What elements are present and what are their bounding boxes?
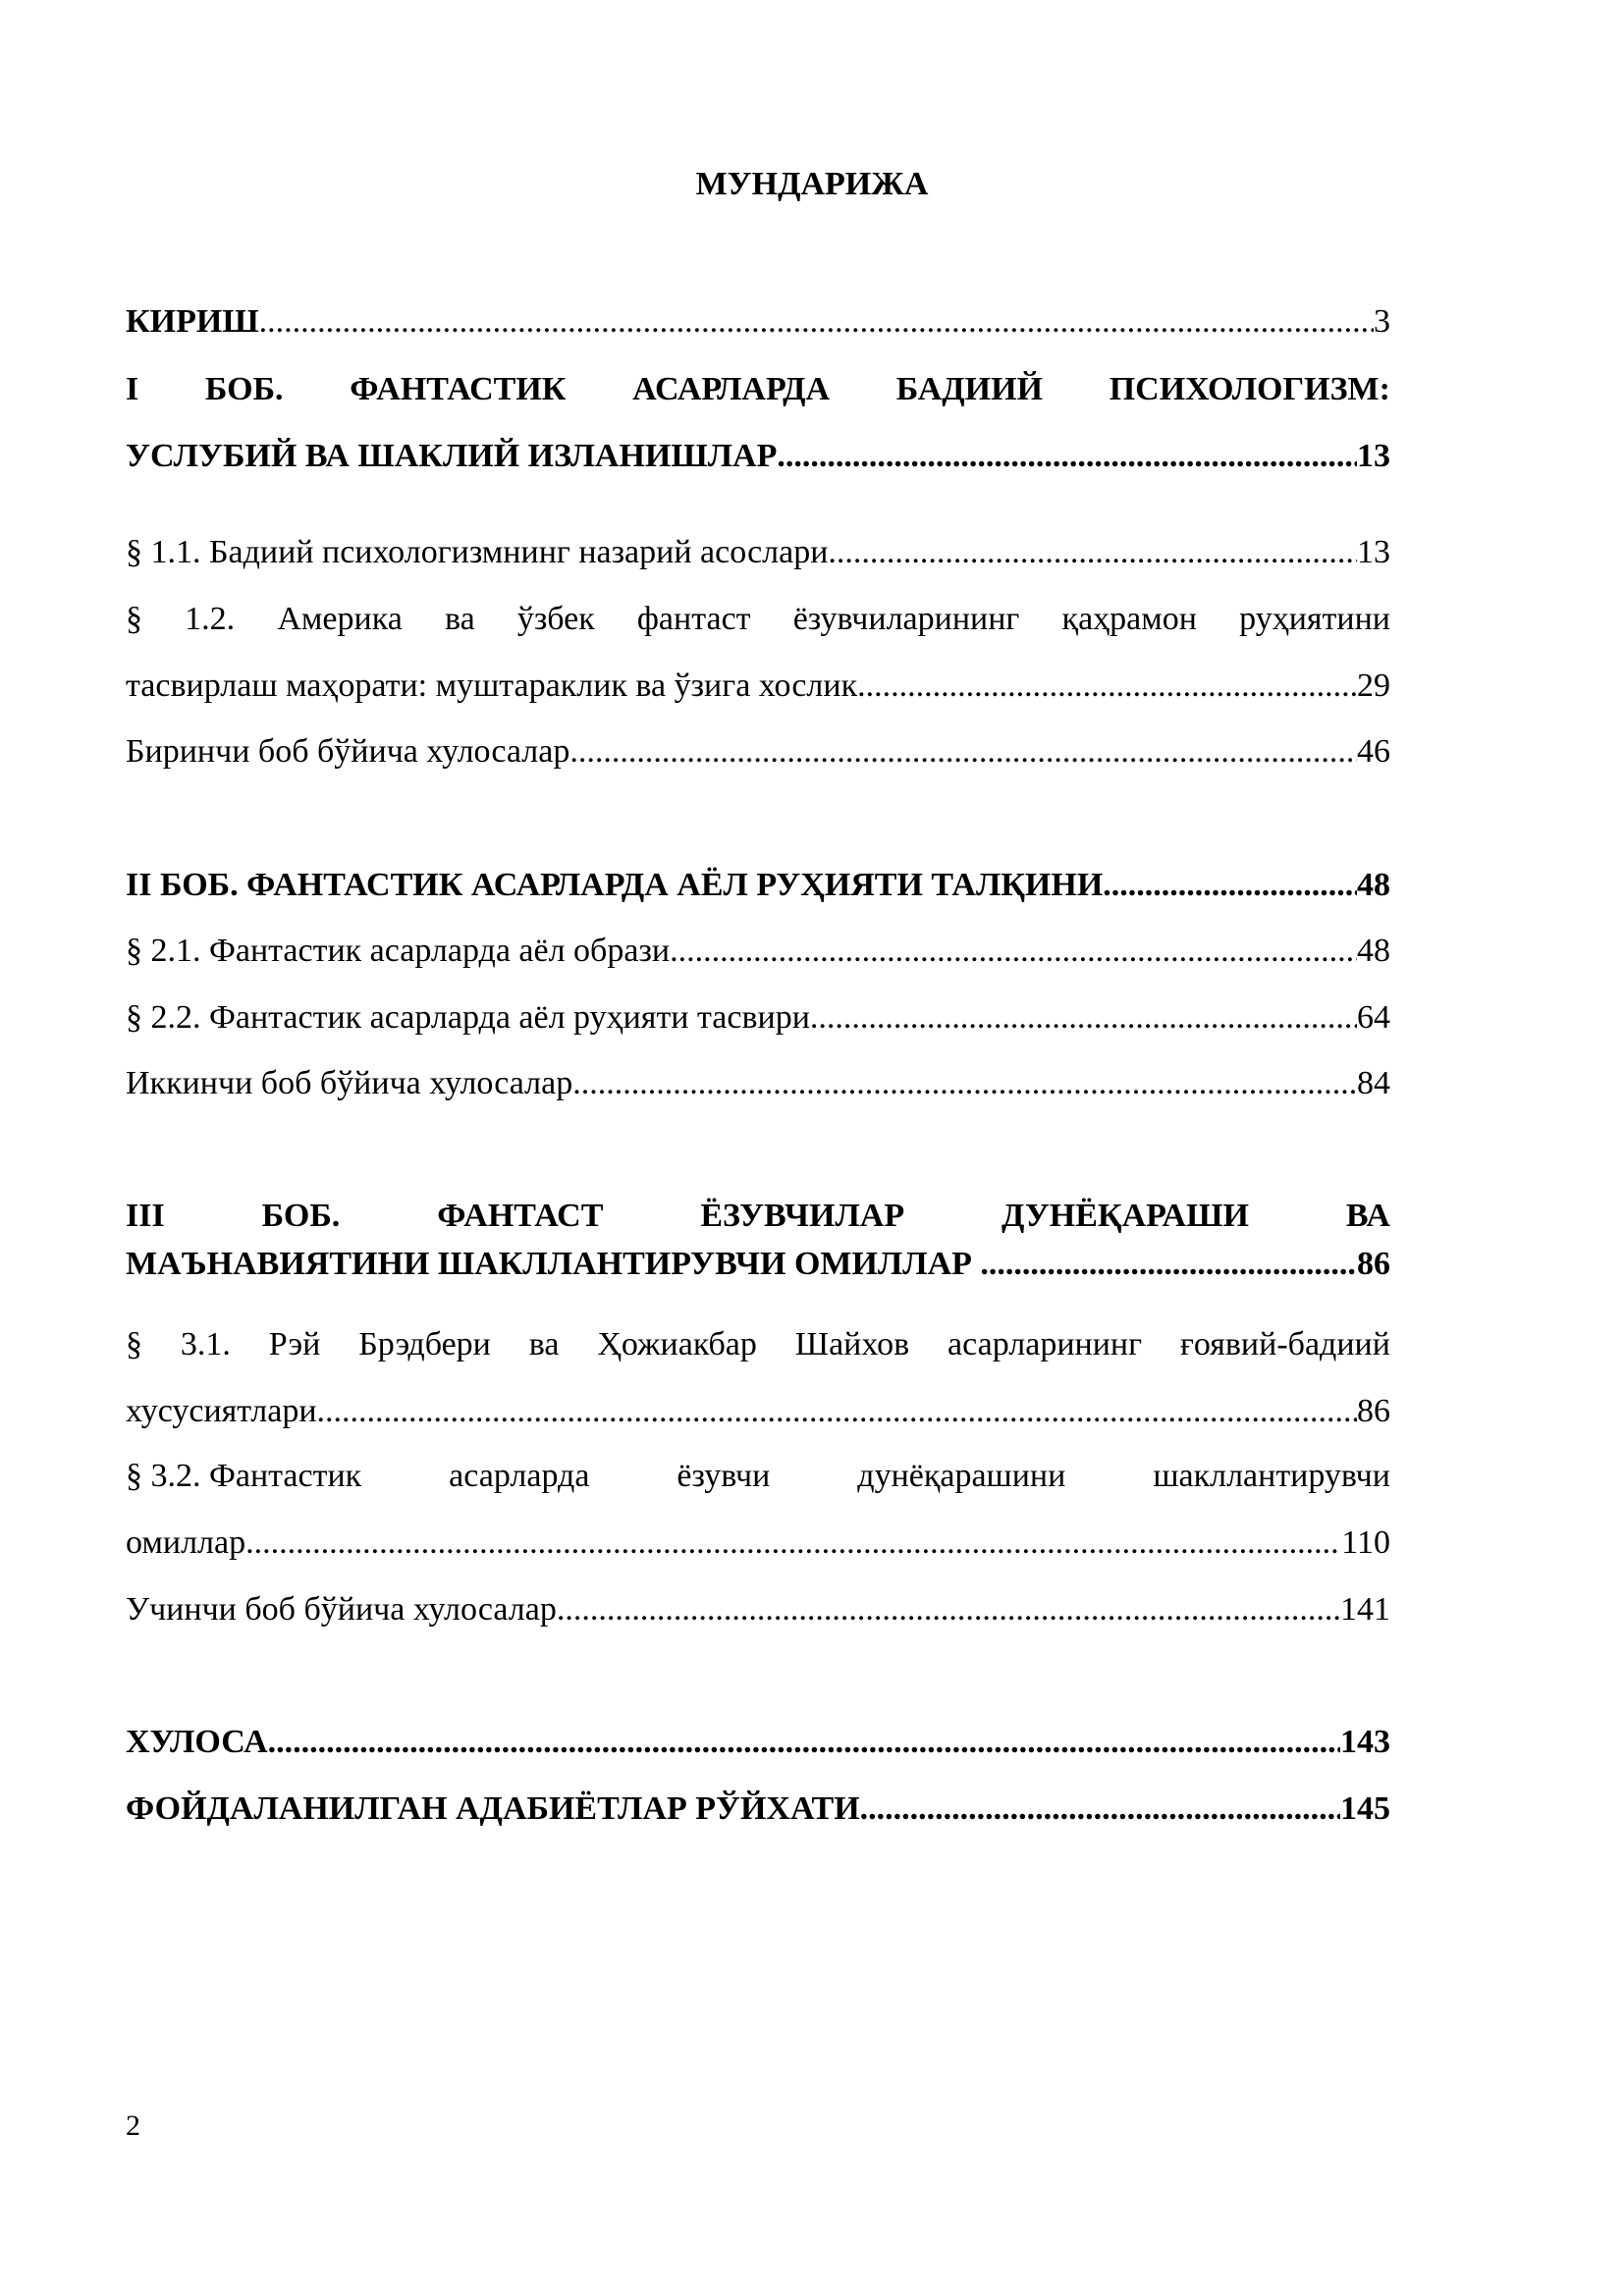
page-footer-number: 2 [126, 2109, 140, 2142]
dot-leader [245, 1523, 1341, 1563]
dot-leader [572, 1064, 1357, 1103]
dot-leader [980, 1245, 1357, 1284]
toc-page-number: 84 [1357, 1065, 1390, 1101]
toc-entry-label: Иккинчи боб бўйича хулосалар [126, 1065, 573, 1101]
toc-entry-label: Учинчи боб бўйича хулосалар [126, 1591, 557, 1628]
toc-entry-chapter-3[interactable] [126, 1197, 1390, 1285]
toc-entry-label: КИРИШ [126, 303, 259, 340]
toc-entry-title-line [126, 600, 1390, 639]
toc-entry-section-1-1[interactable] [126, 533, 1390, 572]
toc-entry-chapter-1[interactable] [126, 370, 1390, 478]
word: § [126, 601, 142, 637]
dot-leader [259, 302, 1374, 342]
word: ўзбек [516, 601, 595, 637]
toc-page-number: 86 [1357, 1246, 1390, 1282]
toc-entry-section-3-1[interactable] [126, 1325, 1390, 1433]
toc-page-number: 3 [1374, 303, 1390, 340]
word: ЁЗУВЧИЛАР [700, 1198, 905, 1234]
toc-entry-chapter-1-conclusions[interactable] [126, 732, 1390, 772]
word: АСАРЛАРДА [632, 371, 831, 407]
toc-entry-section-1-2[interactable] [126, 600, 1390, 708]
toc-entry-intro[interactable] [126, 302, 1390, 342]
dot-leader [1103, 866, 1357, 905]
toc-entry-title-line [126, 1457, 1390, 1496]
word: Америка [277, 601, 403, 637]
word: ва [528, 1326, 560, 1362]
word: асарларининг [947, 1326, 1143, 1362]
dot-leader [268, 1723, 1340, 1762]
dot-leader [828, 533, 1357, 572]
toc-entry-title-line [126, 1325, 1390, 1364]
word: § 3.2. Фантастик [126, 1458, 362, 1494]
word: ФАНТАСТИК [350, 371, 567, 407]
toc-entry-chapter-2-conclusions[interactable] [126, 1064, 1390, 1103]
dot-leader [557, 1590, 1340, 1629]
toc-entry-section-2-2[interactable] [126, 998, 1390, 1038]
word: 1.2. [185, 601, 236, 637]
word: ВА [1345, 1198, 1390, 1234]
toc-page-number: 46 [1357, 733, 1390, 770]
toc-entry-section-2-1[interactable] [126, 932, 1390, 971]
toc-page-number: 13 [1357, 534, 1390, 570]
toc-entry-label: ХУЛОСА [126, 1724, 268, 1760]
word: Ҳожиакбар [597, 1326, 757, 1362]
toc-page-number: 48 [1357, 933, 1390, 969]
dot-leader [857, 667, 1357, 706]
word: ДУНЁҚАРАШИ [1001, 1198, 1249, 1234]
word: Брэдбери [358, 1326, 491, 1362]
word: асарларда [449, 1458, 590, 1494]
dot-leader [810, 998, 1357, 1038]
toc-entry-label: хусусиятлари [126, 1393, 317, 1429]
word: ғоявий-бадиий [1179, 1326, 1390, 1362]
word: § [126, 1326, 142, 1362]
word: Рэй [268, 1326, 321, 1362]
toc-page-number: 13 [1357, 438, 1390, 474]
word: ёзувчи [677, 1458, 771, 1494]
toc-entry-label: II БОБ. ФАНТАСТИК АСАРЛАРДА АЁЛ РУҲИЯТИ ТАЛҚИНИ [126, 867, 1104, 903]
toc-page-number: 48 [1357, 867, 1390, 903]
toc-entry-label: Биринчи боб бўйича хулосалар [126, 733, 570, 770]
dot-leader [860, 1789, 1340, 1829]
toc-page-number: 143 [1340, 1724, 1390, 1760]
toc-entry-label: § 2.2. Фантастик асарларда аёл руҳияти тасвири [126, 999, 810, 1036]
word: ПСИХОЛОГИЗМ: [1109, 371, 1390, 407]
word: 3.1. [180, 1326, 231, 1362]
dot-leader [569, 732, 1357, 772]
toc-page-number: 145 [1340, 1790, 1390, 1827]
toc-entry-references[interactable] [126, 1789, 1390, 1829]
toc-entry-label: § 1.1. Бадиий психологизмнинг назарий асослари [126, 534, 829, 570]
toc-entry-title-line [126, 370, 1390, 409]
word: III [126, 1198, 165, 1234]
word: шакллантирувчи [1153, 1458, 1390, 1494]
word: ва [444, 601, 475, 637]
toc-page-number: 29 [1357, 667, 1390, 704]
toc-entry-chapter-3-conclusions[interactable] [126, 1590, 1390, 1629]
dot-leader [317, 1392, 1357, 1431]
toc-entry-label: тасвирлаш маҳорати: муштараклик ва ўзига хослик [126, 667, 858, 704]
toc-entry-section-3-2[interactable] [126, 1457, 1390, 1565]
dot-leader [777, 437, 1357, 476]
dot-leader [670, 932, 1357, 971]
toc-page-number: 86 [1357, 1393, 1390, 1429]
word: БОБ. [261, 1198, 341, 1234]
word: ёзувчиларининг [792, 601, 1020, 637]
toc-entry-label: ФОЙДАЛАНИЛГАН АДАБИЁТЛАР РЎЙХАТИ [126, 1790, 860, 1827]
word: дунёқарашини [857, 1458, 1066, 1494]
toc-entry-label: УСЛУБИЙ ВА ШАКЛИЙ ИЗЛАНИШЛАР [126, 438, 778, 474]
toc-entry-chapter-2[interactable] [126, 866, 1390, 905]
toc-entry-label: § 2.1. Фантастик асарларда аёл образи [126, 933, 671, 969]
toc-page-number: 141 [1340, 1591, 1390, 1628]
toc-entry-title-line [126, 1197, 1390, 1236]
toc-page-number: 110 [1341, 1524, 1390, 1561]
toc-entry-label: МАЪНАВИЯТИНИ ШАКЛЛАНТИРУВЧИ ОМИЛЛАР [126, 1246, 981, 1282]
word: БОБ. [204, 371, 284, 407]
word: руҳиятини [1239, 601, 1390, 637]
word: БАДИИЙ [895, 371, 1044, 407]
word: қаҳрамон [1061, 601, 1197, 637]
word: I [126, 371, 139, 407]
page-title: МУНДАРИЖА [695, 166, 929, 202]
word: фантаст [636, 601, 751, 637]
word: Шайхов [794, 1326, 910, 1362]
toc-page-number: 64 [1357, 999, 1390, 1036]
toc-entry-conclusion[interactable] [126, 1723, 1390, 1762]
toc-entry-label: омиллар [126, 1524, 246, 1561]
word: ФАНТАСТ [437, 1198, 604, 1234]
